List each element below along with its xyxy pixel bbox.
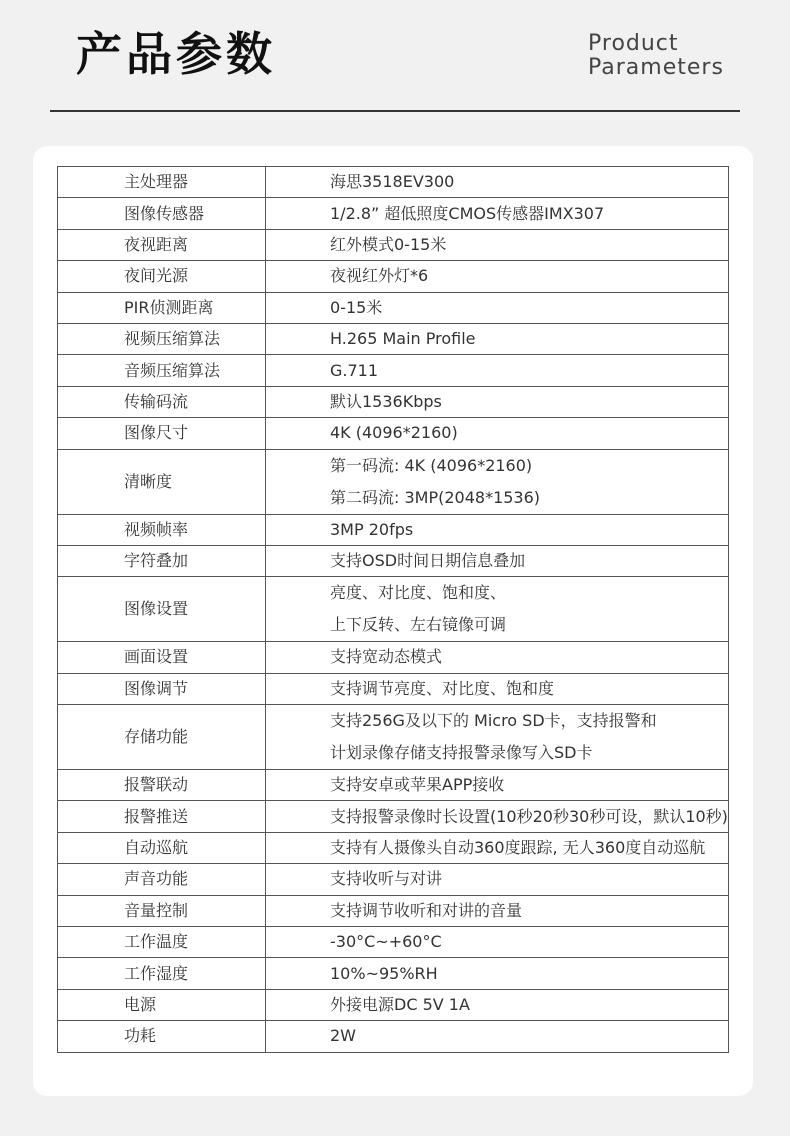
spec-value-line: 10%~95%RH [330,963,438,983]
spec-value-line: G.711 [330,360,379,380]
spec-value [266,895,729,926]
spec-key: 视频压缩算法 [58,323,266,354]
spec-value [266,418,729,449]
spec-key: 主处理器 [58,167,266,198]
spec-value-line: 3MP 20fps [330,519,414,539]
spec-row [58,577,729,642]
spec-value [266,545,729,576]
spec-row [58,292,729,323]
spec-value-line: 支持安卓或苹果APP接收 [330,775,505,795]
spec-table-body [58,167,729,1053]
spec-key: 音量控制 [58,895,266,926]
spec-row [58,927,729,958]
spec-key: 存储功能 [58,705,266,770]
spec-key: PIR侦测距离 [58,292,266,323]
spec-row [58,323,729,354]
spec-row [58,801,729,832]
spec-key: 功耗 [58,1021,266,1052]
page-header [0,0,790,112]
subtitle-line-1: Product [588,31,679,56]
spec-card [33,146,753,1096]
spec-key: 视频帧率 [58,514,266,545]
spec-value [266,323,729,354]
spec-value [266,958,729,989]
spec-key: 图像设置 [58,577,266,642]
spec-value-line: 默认1536Kbps [330,391,442,411]
spec-value-line: 第二码流: 3MP(2048*1536) [330,487,541,507]
spec-value [266,642,729,673]
spec-row [58,705,729,770]
spec-value [266,198,729,229]
spec-row [58,418,729,449]
spec-value [266,514,729,545]
spec-table [57,166,729,1053]
spec-value [266,832,729,863]
spec-key: 清晰度 [58,449,266,514]
page-subtitle-en [588,32,724,80]
spec-value-line: 0-15米 [330,297,383,317]
spec-key: 自动巡航 [58,832,266,863]
spec-key: 图像尺寸 [58,418,266,449]
spec-row [58,1021,729,1052]
spec-row [58,229,729,260]
spec-value [266,386,729,417]
spec-row [58,198,729,229]
spec-row [58,167,729,198]
spec-key: 工作湿度 [58,958,266,989]
spec-key: 报警推送 [58,801,266,832]
spec-value-line: 支持收听与对讲 [330,869,443,889]
spec-row [58,514,729,545]
spec-value-line: 支持有人摄像头自动360度跟踪, 无人360度自动巡航 [330,838,706,858]
spec-value-line: 上下反转、左右镜像可调 [330,615,507,635]
spec-key: 图像传感器 [58,198,266,229]
spec-value [266,261,729,292]
spec-value [266,355,729,386]
spec-value-line: 支持调节收听和对讲的音量 [330,900,523,920]
spec-value [266,1021,729,1052]
spec-key: 夜间光源 [58,261,266,292]
header-divider [50,110,740,112]
spec-key: 声音功能 [58,864,266,895]
spec-key: 图像调节 [58,673,266,704]
spec-row [58,832,729,863]
spec-value [266,167,729,198]
spec-key: 画面设置 [58,642,266,673]
spec-row [58,958,729,989]
spec-value-line: 亮度、对比度、饱和度、 [330,583,507,603]
spec-value [266,229,729,260]
spec-value-line: H.265 Main Profile [330,329,476,349]
spec-value [266,927,729,958]
spec-value-line: -30°C~+60°C [330,932,442,952]
spec-key: 音频压缩算法 [58,355,266,386]
spec-value [266,577,729,642]
spec-row [58,642,729,673]
spec-row [58,261,729,292]
spec-row [58,895,729,926]
spec-value-line: 支持256G及以下的 Micro SD卡，支持报警和 [330,711,657,731]
subtitle-line-2: Parameters [588,55,724,80]
page-title: 产品参数 [76,27,276,81]
spec-value-line: 红外模式0-15米 [330,234,447,254]
spec-key: 字符叠加 [58,545,266,576]
spec-value-line: 支持调节亮度、对比度、饱和度 [330,678,555,698]
spec-row [58,355,729,386]
spec-value-line: 1/2.8” 超低照度CMOS传感器IMX307 [330,203,605,223]
spec-value [266,705,729,770]
spec-value-line: 海思3518EV300 [330,172,455,192]
spec-value-line: 第一码流: 4K (4096*2160) [330,455,533,475]
spec-value-line: 支持报警录像时长设置(10秒20秒30秒可设，默认10秒) [330,806,728,826]
spec-value-line: 支持OSD时间日期信息叠加 [330,551,526,571]
spec-value [266,292,729,323]
spec-value [266,770,729,801]
spec-value-line: 4K (4096*2160) [330,423,458,443]
spec-value [266,449,729,514]
spec-key: 工作温度 [58,927,266,958]
spec-row [58,449,729,514]
spec-value [266,989,729,1020]
spec-value-line: 计划录像存储支持报警录像写入SD卡 [330,743,593,763]
spec-key: 电源 [58,989,266,1020]
spec-value [266,864,729,895]
spec-row [58,864,729,895]
spec-value-line: 支持宽动态模式 [330,647,443,667]
spec-key: 报警联动 [58,770,266,801]
spec-value-line: 外接电源DC 5V 1A [330,995,470,1014]
spec-row [58,545,729,576]
spec-value [266,801,729,832]
spec-value-line: 夜视红外灯*6 [330,266,429,286]
spec-row [58,386,729,417]
spec-value-line: 2W [330,1026,356,1046]
spec-key: 传输码流 [58,386,266,417]
spec-row [58,673,729,704]
spec-row [58,989,729,1020]
spec-row [58,770,729,801]
spec-value [266,673,729,704]
spec-key: 夜视距离 [58,229,266,260]
